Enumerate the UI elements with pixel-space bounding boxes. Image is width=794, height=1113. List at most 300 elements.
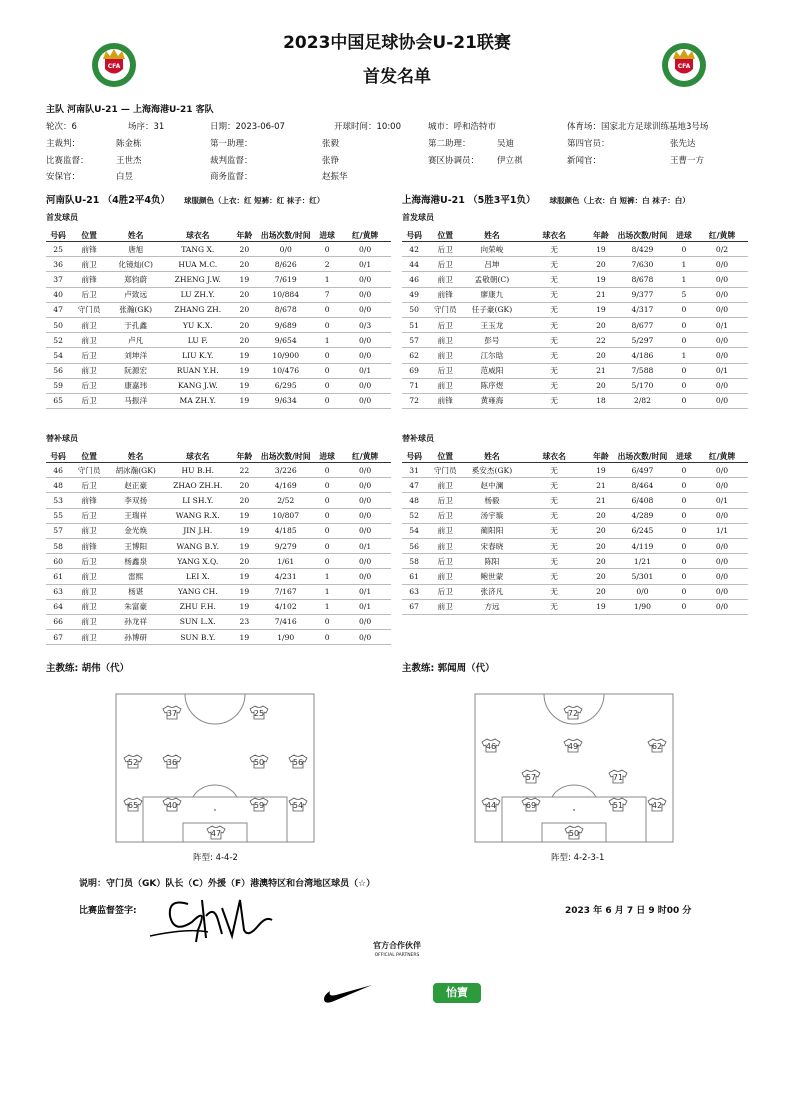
table-row [402,508,748,523]
home-kit-colors: 球服颜色（上衣：红 短裤：红 袜子：红） [184,196,325,205]
table-cell: 20 [232,242,256,257]
official-cell: 伊立祺 [497,156,523,166]
player-number: 65 [127,801,139,810]
table-cell: 前卫 [426,569,464,584]
player-number: 47 [210,829,222,838]
player-shirt [163,755,181,768]
table-cell: YANG CH. [163,584,232,599]
table-cell: 19 [232,272,256,287]
table-cell: 4/289 [613,508,672,523]
player-number: 57 [525,773,537,782]
table-cell: 无 [520,317,589,332]
table-cell: 后卫 [426,317,464,332]
table-cell: 后卫 [70,393,108,408]
table-cell: 19 [589,463,613,478]
table-cell: 20 [589,523,613,538]
table-row [46,599,391,614]
player-number: 46 [485,742,497,751]
table-cell: 5/297 [613,333,672,348]
table-cell: 6/408 [613,493,672,508]
table-cell: 0/0 [339,242,391,257]
table-cell: 吕坤 [464,257,519,272]
table-cell: 67 [402,599,426,614]
player-shirt [565,826,583,839]
away-starters-table [402,229,748,409]
table-cell: 后卫 [426,257,464,272]
table-cell: 1 [315,333,339,348]
table-cell: 21 [589,478,613,493]
table-cell: 守门员 [70,302,108,317]
column-header: 位置 [70,229,108,242]
table-cell: 李双扬 [108,493,163,508]
table-cell: 0 [672,554,696,569]
table-cell: 前锋 [426,287,464,302]
table-cell: 康嘉玮 [108,378,163,393]
table-row [402,493,748,508]
table-cell: 0/0 [613,584,672,599]
table-cell: 杨鑫泉 [108,554,163,569]
partners-en: OFFICIAL PARTNERS [374,953,420,958]
table-cell: 8/626 [256,257,315,272]
table-cell: 0 [315,378,339,393]
pitch-boundary [116,694,314,842]
table-row [46,478,391,493]
away-formation-pitch [474,693,674,843]
home-coach: 主教练: 胡伟（代） [46,663,130,674]
table-cell: 54 [46,348,70,363]
player-number: 36 [166,758,178,767]
table-cell: SUN L.X. [163,614,232,629]
table-cell: 4/185 [256,523,315,538]
table-cell: 无 [520,554,589,569]
table-cell: 赵正豪 [108,478,163,493]
table-row [46,242,391,257]
table-cell: 前卫 [426,348,464,363]
table-cell: KANG J.W. [163,378,232,393]
supervisor-signature [148,886,278,946]
table-cell: 56 [46,363,70,378]
table-cell: 4/317 [613,302,672,317]
table-cell: 71 [402,378,426,393]
official-cell: 王世杰 [116,156,142,166]
table-cell: 阮源宏 [108,363,163,378]
table-cell: 0 [672,378,696,393]
table-cell: 0 [672,599,696,614]
table-cell: 前卫 [70,569,108,584]
table-cell: 1/90 [256,630,315,645]
column-header: 年龄 [232,450,256,463]
player-number: 40 [166,801,178,810]
table-cell: 张瀚(GK) [108,302,163,317]
table-cell: 后卫 [70,348,108,363]
column-header: 进球 [672,229,696,242]
table-cell: 卢致远 [108,287,163,302]
player-number: 49 [567,742,579,751]
table-cell: 0/2 [696,242,748,257]
table-row [402,257,748,272]
table-row [402,242,748,257]
table-cell: 0 [315,302,339,317]
table-cell: 前卫 [426,538,464,553]
table-cell: 卢凡 [108,333,163,348]
table-cell: 1/1 [696,523,748,538]
table-cell: 0 [672,363,696,378]
official-cell: 第二助理： [428,139,471,149]
table-cell: 1/61 [256,554,315,569]
table-cell: 20 [589,257,613,272]
table-cell: 陈序煜 [464,378,519,393]
table-cell: 20 [232,493,256,508]
table-cell: WANG B.Y. [163,538,232,553]
table-cell: 后卫 [70,287,108,302]
table-cell: 1 [315,599,339,614]
table-cell: 0/0 [339,393,391,408]
table-row [46,493,391,508]
column-header: 姓名 [108,229,163,242]
table-cell: 后卫 [70,508,108,523]
table-cell: 彭号 [464,333,519,348]
table-cell: 9/279 [256,538,315,553]
table-cell: 后卫 [70,554,108,569]
table-cell: 9/634 [256,393,315,408]
table-cell: 22 [589,333,613,348]
column-header: 红/黄牌 [339,229,391,242]
column-header: 姓名 [464,450,519,463]
table-cell: 无 [520,508,589,523]
table-cell: 8/678 [613,272,672,287]
table-row [46,348,391,363]
table-row [46,393,391,408]
away-formation: 阵型: 4-2-3-1 [551,853,605,863]
table-cell: 前卫 [426,478,464,493]
table-header-row [46,229,391,242]
table-cell: 前卫 [70,523,108,538]
table-cell: LEI X. [163,569,232,584]
table-cell: 前卫 [70,614,108,629]
table-cell: 20 [232,257,256,272]
table-cell: 3/226 [256,463,315,478]
table-cell: 无 [520,393,589,408]
table-cell: 0/0 [696,538,748,553]
column-header: 年龄 [232,229,256,242]
penalty-spot [573,809,575,811]
home-subs-label: 替补球员 [46,434,78,443]
table-cell: 后卫 [426,242,464,257]
away-subs-label: 替补球员 [402,434,434,443]
player-shirt [163,706,181,719]
table-cell: 9/689 [256,317,315,332]
table-cell: 前锋 [70,538,108,553]
penalty-spot [214,809,216,811]
table-cell: 19 [589,302,613,317]
column-header: 出场次数/时间 [613,229,672,242]
table-cell: 0/0 [339,523,391,538]
table-cell: 赵中澜 [464,478,519,493]
table-row [402,554,748,569]
table-cell: 37 [46,272,70,287]
table-cell: 向荣峻 [464,242,519,257]
player-shirt [207,826,225,839]
table-cell: 张济凡 [464,584,519,599]
column-header: 年龄 [589,229,613,242]
table-cell: 46 [46,463,70,478]
table-cell: 7 [315,287,339,302]
venue: 体育场：国家北方足球训练基地3号场 [567,122,709,132]
table-cell: 无 [520,302,589,317]
table-cell: 19 [232,584,256,599]
table-cell: 20 [232,478,256,493]
table-cell: 4/186 [613,348,672,363]
table-cell: 无 [520,287,589,302]
table-cell: 前卫 [70,630,108,645]
table-cell: 0/0 [339,554,391,569]
table-cell: 0/0 [339,302,391,317]
table-cell: 0/0 [696,584,748,599]
table-cell: 8/677 [613,317,672,332]
table-cell: 前卫 [426,333,464,348]
official-cell: 赛区协调员： [428,156,480,166]
table-cell: 0 [672,393,696,408]
table-cell: 无 [520,569,589,584]
table-cell: 10/900 [256,348,315,363]
table-cell: 20 [589,348,613,363]
round: 轮次：6 [46,122,77,132]
table-cell: 19 [232,508,256,523]
player-shirt [289,798,307,811]
table-cell: 52 [46,333,70,348]
table-cell: 69 [402,363,426,378]
table-cell: LI SH.Y. [163,493,232,508]
player-number: 69 [525,801,537,810]
table-cell: 无 [520,584,589,599]
player-shirt [648,798,666,811]
table-cell: 0/0 [696,599,748,614]
player-number: 71 [612,773,624,782]
table-row [402,478,748,493]
city: 城市：呼和浩特市 [428,122,497,132]
table-cell: 1 [315,569,339,584]
official-cell: 新闻官： [567,156,602,166]
table-cell: 郑钧蔚 [108,272,163,287]
table-cell: 0 [672,478,696,493]
table-cell: 20 [589,584,613,599]
table-cell: 孟敬朝(C) [464,272,519,287]
table-row [46,333,391,348]
table-cell: 0 [672,493,696,508]
column-header: 球衣名 [520,450,589,463]
player-number: 25 [253,709,265,718]
table-cell: 64 [46,599,70,614]
table-cell: 0 [315,508,339,523]
table-cell: 4/169 [256,478,315,493]
player-number: 50 [568,829,580,838]
player-number: 50 [253,758,265,767]
cbest-logo [433,983,481,1003]
table-cell: 0/0 [339,614,391,629]
table-cell: 6/497 [613,463,672,478]
table-row [46,523,391,538]
official-cell: 安保官： [46,172,81,182]
table-row [46,378,391,393]
table-cell: 无 [520,599,589,614]
table-cell: 20 [589,569,613,584]
player-number: 56 [292,758,304,767]
table-cell: 0/0 [696,478,748,493]
official-cell: 第四官员： [567,139,610,149]
official-cell: 比赛监督： [46,156,89,166]
player-number: 52 [127,758,139,767]
table-cell: 20 [232,333,256,348]
table-cell: 0/0 [339,508,391,523]
player-shirt [250,706,268,719]
table-row [46,302,391,317]
table-cell: ZHANG ZH. [163,302,232,317]
table-cell: SUN B.Y. [163,630,232,645]
table-cell: 22 [232,463,256,478]
table-cell: 53 [46,493,70,508]
away-team-name: 上海海港U-21 （5胜3平1负） [402,195,536,206]
table-cell: 1 [672,257,696,272]
table-cell: TANG X. [163,242,232,257]
away-starters-label: 首发球员 [402,213,434,222]
table-cell: 0/0 [339,287,391,302]
table-row [46,317,391,332]
official-cell: 商务监督： [210,172,253,182]
table-cell: 前锋 [70,493,108,508]
table-cell: 1 [315,272,339,287]
table-cell: 0 [672,508,696,523]
home-subs-table [46,450,391,645]
table-cell: 0 [672,333,696,348]
table-cell: 0 [315,493,339,508]
table-cell: 0/1 [339,599,391,614]
table-cell: 0/0 [696,393,748,408]
table-cell: JIN J.H. [163,523,232,538]
table-cell: 守门员 [426,302,464,317]
table-cell: 无 [520,272,589,287]
cfa-logo-left [91,42,137,88]
table-cell: 雷熙 [108,569,163,584]
player-shirt [609,798,627,811]
table-cell: 0/0 [696,508,748,523]
table-cell: 任子豪(GK) [464,302,519,317]
table-cell: 0/0 [696,333,748,348]
table-cell: 0/1 [339,363,391,378]
table-cell: 王瑞祥 [108,508,163,523]
table-cell: 0/0 [339,630,391,645]
table-cell: 9/654 [256,333,315,348]
table-cell: 无 [520,463,589,478]
table-cell: 0/1 [339,257,391,272]
column-header: 位置 [70,450,108,463]
table-cell: 57 [402,333,426,348]
cfa-logo-right [661,42,707,88]
table-cell: 47 [46,302,70,317]
table-cell: 金光焕 [108,523,163,538]
table-row [46,363,391,378]
home-starters-label: 首发球员 [46,213,78,222]
table-cell: 2/52 [256,493,315,508]
table-cell: 19 [232,363,256,378]
table-cell: 7/588 [613,363,672,378]
table-cell: 0 [315,614,339,629]
table-cell: 杨毅 [464,493,519,508]
table-cell: MA ZH.Y. [163,393,232,408]
table-cell: 前卫 [70,317,108,332]
table-cell: 5/170 [613,378,672,393]
column-header: 号码 [46,450,70,463]
home-away-line: 主队 河南队U-21 — 上海海港U-21 客队 [46,105,214,115]
table-cell: 0/1 [696,493,748,508]
column-header: 出场次数/时间 [256,229,315,242]
table-cell: 王玉龙 [464,317,519,332]
table-cell: 黄雍海 [464,393,519,408]
table-cell: 0/1 [696,317,748,332]
home-formation: 阵型: 4-4-2 [193,853,238,863]
table-cell: 7/416 [256,614,315,629]
table-cell: 无 [520,523,589,538]
table-cell: 0/1 [339,538,391,553]
player-number: 37 [166,709,178,718]
player-number: 59 [253,801,265,810]
table-cell: 唐旭 [108,242,163,257]
table-row [402,317,748,332]
table-row [402,333,748,348]
table-cell: 20 [589,554,613,569]
table-cell: 50 [46,317,70,332]
table-cell: 9/377 [613,287,672,302]
table-cell: 无 [520,378,589,393]
signature-label: 比赛监督签字: [79,906,137,916]
table-cell: LU ZH.Y. [163,287,232,302]
player-shirt [482,798,500,811]
player-number: 62 [651,742,663,751]
player-shirt [522,798,540,811]
table-cell: 前卫 [70,333,108,348]
table-cell: 20 [589,378,613,393]
table-cell: 守门员 [70,463,108,478]
table-cell: 后卫 [426,363,464,378]
table-cell: 20 [232,302,256,317]
table-row [46,508,391,523]
table-row [402,287,748,302]
table-cell: 48 [46,478,70,493]
column-header: 球衣名 [163,229,232,242]
away-coach: 主教练: 郭闻周（代） [402,663,495,674]
table-cell: RUAN Y.H. [163,363,232,378]
away-kit-colors: 球服颜色（上衣：白 短裤：白 袜子：白） [549,196,690,205]
column-header: 号码 [46,229,70,242]
table-cell: 60 [46,554,70,569]
table-cell: ZHU F.H. [163,599,232,614]
player-number: 42 [651,801,663,810]
table-cell: 前卫 [426,378,464,393]
table-cell: 19 [589,272,613,287]
table-cell: 61 [402,569,426,584]
table-cell: 0 [315,363,339,378]
official-cell: 主裁判： [46,139,81,149]
table-cell: 方远 [464,599,519,614]
table-cell: 4/102 [256,599,315,614]
table-cell: 0 [315,317,339,332]
table-cell: 50 [402,302,426,317]
table-cell: 0/0 [339,478,391,493]
table-cell: 8/429 [613,242,672,257]
table-row [402,348,748,363]
table-cell: 6/245 [613,523,672,538]
official-cell: 张毅 [322,139,340,149]
table-cell: 44 [402,257,426,272]
